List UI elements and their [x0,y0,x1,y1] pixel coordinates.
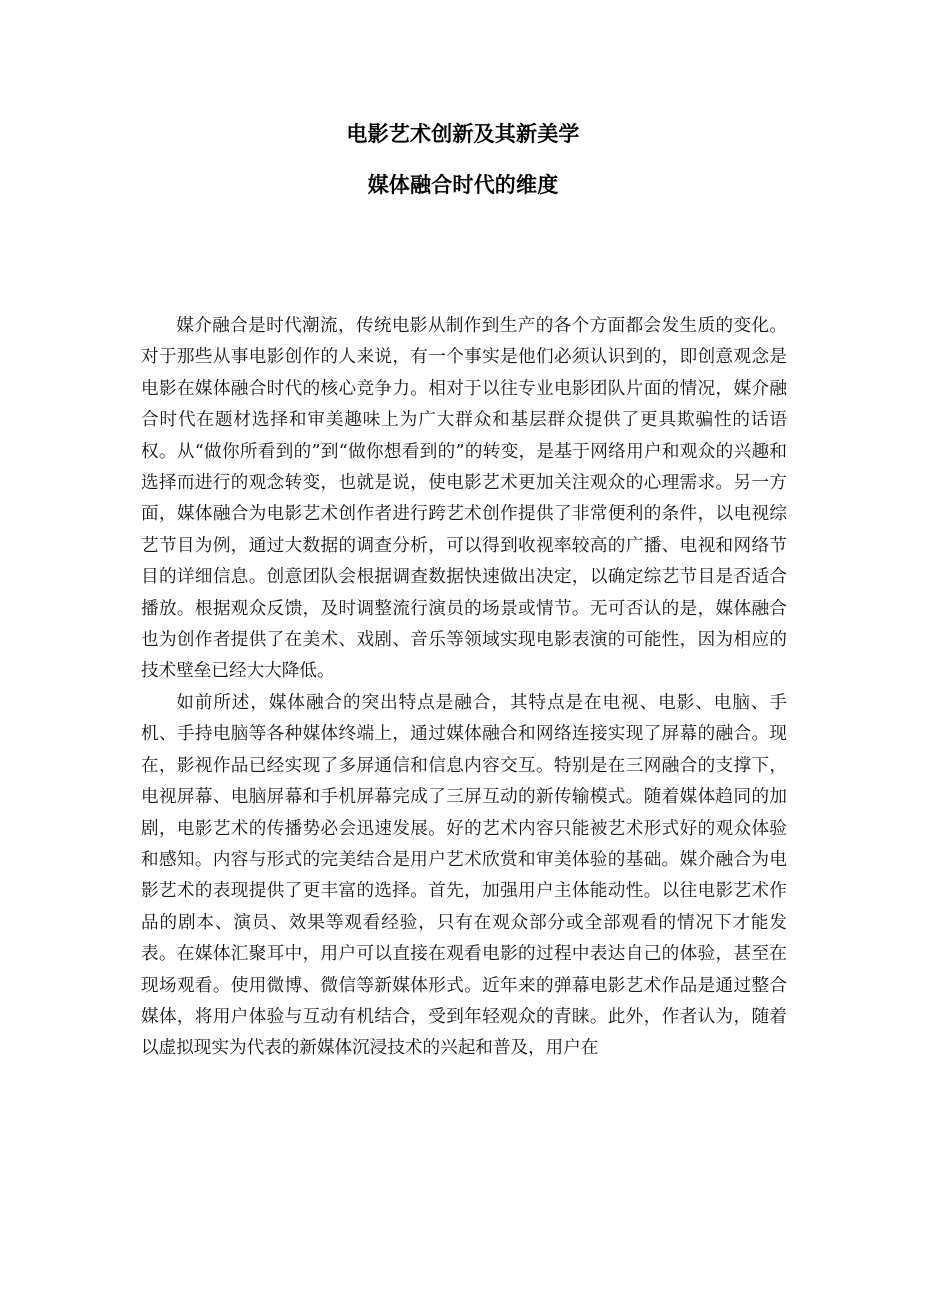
title-block [0,122,926,197]
paragraph-2: 如前所述，媒体融合的突出特点是融合，其特点是在电视、电影、电脑、手机、手持电脑等各种媒体终端上，通过媒体融合和网络连接实现了屏幕的融合。现在，影视作品已经实现了多屏通信和信息内容交互。特别是在三网融合的支撑下，电视屏幕、电脑屏幕和手机屏幕完成了三屏互动的新传输模式。随着媒体趋同的加剧，电影艺术的传播势必会迅速发展。好的艺术内容只能被艺术形式好的观众体验和感知。内容与形式的完美结合是用户艺术欣赏和审美体验的基础。媒介融合为电影艺术的表现提供了更丰富的选择。首先，加强用户主体能动性。以往电影艺术作品的剧本、演员、效果等观看经验，只有在观众部分或全部观看的情况下才能发表。在媒体汇聚耳中，用户可以直接在观看电影的过程中表达自己的体验，甚至在现场观看。使用微博、微信等新媒体形式。近年来的弹幕电影艺术作品是通过整合媒体，将用户体验与互动有机结合，受到年轻观众的青睐。此外，作者认为，随着以虚拟现实为代表的新媒体沉浸技术的兴起和普及，用户在 [141,692,787,1059]
article-body [141,311,787,1065]
paragraph-1: 媒介融合是时代潮流，传统电影从制作到生产的各个方面都会发生质的变化。对于那些从事电影创作的人来说，有一个事实是他们必须认识到的，即创意观念是电影在媒体融合时代的核心竞争力。相对于以往专业电影团队片面的情况，媒介融合时代在题材选择和审美趣味上为广大群众和基层群众提供了更具欺骗性的话语权。从“做你所看到的”到“做你想看到的”的转变，是基于网络用户和观众的兴趣和选择而进行的观念转变，也就是说，使电影艺术更加关注观众的心理需求。另一方面，媒体融合为电影艺术创作者进行跨艺术创作提供了非常便利的条件，以电视综艺节目为例，通过大数据的调查分析，可以得到收视率较高的广播、电视和网络节目的详细信息。创意团队会根据调查数据快速做出决定，以确定综艺节目是否适合播放。根据观众反馈，及时调整流行演员的场景或情节。无可否认的是，媒体融合也为创作者提供了在美术、戏剧、音乐等领域实现电影表演的可能性，因为相应的技术壁垒已经大大降低。 [141,316,787,682]
page-title: 电影艺术创新及其新美学 [346,122,580,146]
page-subtitle: 媒体融合时代的维度 [367,173,559,197]
